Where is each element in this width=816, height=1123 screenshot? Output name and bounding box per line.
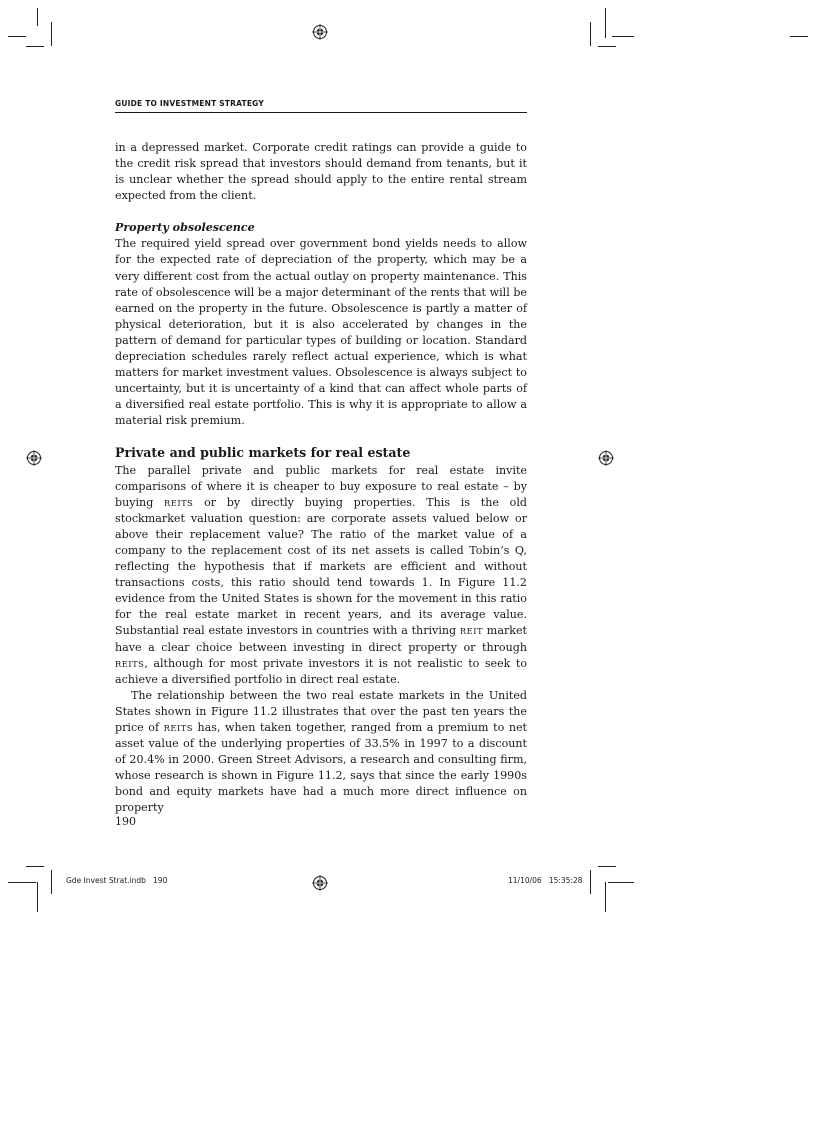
small-caps-reits: REITS (163, 723, 193, 733)
crop-mark (8, 882, 36, 883)
crop-mark (37, 8, 38, 26)
crop-mark (608, 882, 634, 883)
paragraph-markets (115, 463, 527, 688)
crop-mark (8, 36, 26, 37)
text-run: , although for most private investors it is not realistic to seek to achieve a diversified portfolio in direct real estate. (115, 656, 527, 686)
paragraph-relationship (115, 688, 527, 817)
registration-mark-icon (26, 450, 42, 466)
crop-mark (790, 36, 808, 37)
paragraph-intro: in a depressed market. Corporate credit ratings can provide a guide to the credit risk spread that investors should demand from tenants, but it is unclear whether the spread should apply to the entire rental stream expected from the client. (115, 141, 527, 203)
crop-mark (605, 8, 606, 38)
small-caps-reits: REITS (115, 658, 145, 669)
page-content (115, 140, 527, 817)
small-caps-reit: REIT (459, 626, 484, 637)
subheading-property-obsolescence: Property obsolescence (115, 221, 255, 235)
crop-mark (37, 882, 38, 912)
crop-mark (590, 870, 591, 894)
text-run: has, when taken together, ranged from a premium to net asset value of the underlying properties of 33.5% in 1997 to a discount of 20.4% in 2000. Green Street Advisors, a research and consulting firm, whose research is shown in Figure 11.2, says that since the early 1990s bond and equity markets have had a much more direct influence on property (115, 721, 527, 815)
paragraph-gap (115, 204, 527, 220)
crop-mark (598, 866, 616, 867)
section-heading-private-public-markets: Private and public markets for real estate (115, 444, 411, 460)
registration-mark-icon (312, 24, 328, 40)
registration-mark-icon (312, 875, 328, 891)
paragraph-obsolescence: The required yield spread over government bond yields needs to allow for the expected rate of depreciation of the property, which may be a very different cost from the actual outlay on property maintenance. This rate of obsolescence will be a major determinant of the rents that will be earned on the property in the future. Obsolescence is partly a matter of physical deterioration, but it is also accelerated by changes in the pattern of demand for particular types of building or location. Standard depreciation schedules rarely reflect actual experience, which is what matters for market investment values. Obsolescence is always subject to uncertainty, but it is uncertainty of a kind that can affect whole parts of a diversified real estate portfolio. This is why it is appropriate to allow a material risk premium. (115, 237, 527, 428)
crop-mark (26, 866, 44, 867)
paragraph-gap (115, 430, 527, 439)
slug-timestamp: 11/10/06 15:35:28 (508, 876, 583, 885)
text-run: market have a clear choice between investing in direct property or through (115, 624, 527, 654)
page-number: 190 (115, 815, 136, 828)
crop-mark (51, 870, 52, 894)
crop-mark (590, 22, 591, 46)
crop-mark (51, 22, 52, 46)
small-caps-reits: REITS (164, 497, 194, 508)
text-run: The parallel private and public markets for real estate invite comparisons of where it is cheaper to buy exposure to real estate – by buying (115, 463, 527, 509)
crop-mark (598, 46, 616, 47)
crop-mark (26, 46, 44, 47)
text-run: or by directly buying properties. This is the old stockmarket valuation question: are corporate assets valued below or above their replacement value? The ratio of the market value of a company to the replacement cost of its net assets is called Tobin’s Q, reflecting the hypothesis that if markets are efficient and without transactions costs, this ratio should tend towards 1. In Figure 11.2 evidence from the United States is shown for the movement in this ratio for the real estate market in recent years, and its average value. Substantial real estate investors in countries with a thriving (115, 495, 527, 638)
registration-mark-icon (598, 450, 614, 466)
text-run: The relationship between the two real estate markets in the United States shown in Figure 11.2 illustrates that over the past ten years the price of (115, 688, 527, 734)
crop-mark (605, 882, 606, 912)
slug-file-info: Gde Invest Strat.indb 190 (66, 876, 168, 885)
running-head: GUIDE TO INVESTMENT STRATEGY (115, 99, 527, 113)
crop-mark (612, 36, 634, 37)
